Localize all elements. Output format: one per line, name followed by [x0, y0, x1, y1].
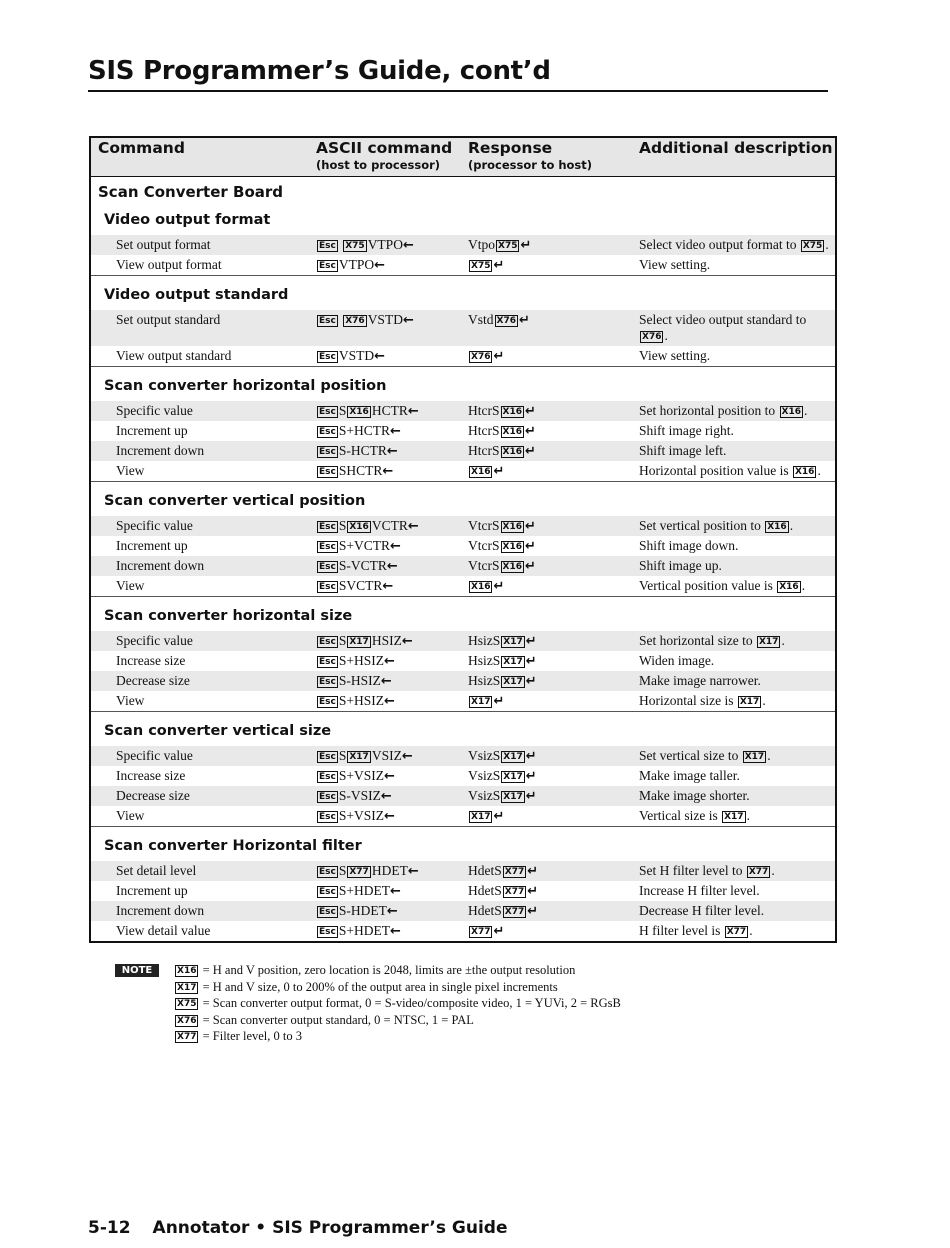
- cell-command: Increment down: [116, 903, 205, 918]
- return-arrow-icon: ↵: [493, 924, 505, 939]
- cell-ascii: Esc VSTD←: [319, 348, 386, 364]
- cell-response: VsizS X17 ↵: [468, 788, 537, 804]
- cell-ascii: Esc S-HSIZ←: [319, 673, 392, 689]
- table-row: [91, 901, 835, 921]
- table-row: [91, 631, 835, 651]
- return-arrow-icon: ↵: [524, 539, 536, 554]
- cell-description: Set vertical position to X16 .: [639, 518, 794, 533]
- esc-token: Esc: [319, 812, 336, 822]
- cell-description: Select video output standard to X76 .: [639, 312, 807, 343]
- header-response-sub: (processor to host): [468, 158, 593, 172]
- title-rule: [88, 90, 828, 92]
- cell-description: Horizontal position value is X16 .: [639, 463, 821, 478]
- section-title: Video output format: [104, 212, 271, 228]
- esc-token: Esc: [319, 241, 336, 251]
- cell-command: View detail value: [116, 923, 211, 938]
- table-row: [91, 461, 835, 481]
- cell-response: HdetS X77 ↵: [468, 863, 539, 879]
- send-arrow-icon: ←: [382, 579, 394, 594]
- page-footer: [88, 1218, 508, 1238]
- table-body: [91, 211, 835, 941]
- x16-token: X16: [349, 522, 369, 532]
- cell-ascii: Esc SVCTR←: [319, 578, 394, 594]
- cell-command: Specific value: [116, 403, 193, 418]
- x17-token: X17: [503, 657, 523, 667]
- cell-command: View: [116, 808, 145, 823]
- x16-token: X16: [502, 407, 522, 417]
- cell-description: Set H filter level to X77 .: [639, 863, 775, 878]
- cell-command: View: [116, 693, 145, 708]
- return-arrow-icon: ↵: [520, 238, 532, 253]
- x16-token: X16: [779, 582, 799, 592]
- cell-command: View output standard: [116, 348, 232, 363]
- cell-command: Decrease size: [116, 788, 190, 803]
- x17-token: X17: [471, 812, 491, 822]
- x17-token: X17: [503, 792, 523, 802]
- page-title: SIS Programmer’s Guide, cont’d: [88, 56, 551, 86]
- table-section: [91, 722, 835, 827]
- return-arrow-icon: ↵: [525, 674, 537, 689]
- return-arrow-icon: ↵: [525, 789, 537, 804]
- cell-ascii: Esc S X17 HSIZ←: [319, 633, 413, 649]
- esc-token: Esc: [319, 261, 336, 271]
- header-response-label: Response: [468, 139, 553, 157]
- header-ascii-label: ASCII command: [316, 139, 453, 157]
- cell-command: Increase size: [116, 653, 186, 668]
- note-line: X17 = H and V size, 0 to 200% of the output area in single pixel increments: [177, 979, 558, 994]
- cell-command: Set output format: [116, 237, 211, 252]
- section-title: Scan converter horizontal size: [104, 608, 353, 624]
- return-arrow-icon: ↵: [493, 694, 505, 709]
- return-arrow-icon: ↵: [527, 904, 539, 919]
- cell-description: Shift image down.: [639, 538, 739, 553]
- x77-token: X77: [349, 867, 369, 877]
- x77-token: X77: [504, 867, 525, 877]
- cell-description: Select video output format to X75 .: [639, 237, 829, 252]
- table-row: [91, 310, 835, 346]
- send-arrow-icon: ←: [383, 654, 395, 669]
- send-arrow-icon: ←: [386, 559, 398, 574]
- cell-description: Make image narrower.: [639, 673, 761, 688]
- x16-token: X16: [177, 966, 197, 976]
- table-row: [91, 235, 835, 255]
- cell-command: Increment up: [116, 883, 188, 898]
- section-title: Scan converter horizontal position: [104, 378, 387, 394]
- cell-response: [468, 808, 504, 825]
- x75-token: X75: [177, 999, 197, 1009]
- table-section: [91, 286, 835, 367]
- table-header: [91, 138, 835, 177]
- note-badge: NOTE: [115, 964, 159, 977]
- x16-token: X16: [781, 407, 801, 417]
- return-arrow-icon: ↵: [524, 444, 536, 459]
- cell-response: [468, 923, 504, 940]
- board-title: Scan Converter Board: [98, 183, 284, 201]
- cell-description: Set horizontal position to X16 .: [639, 403, 808, 418]
- cell-response: VsizS X17 ↵: [468, 768, 537, 784]
- esc-token: Esc: [319, 772, 336, 782]
- header-ascii-sub: (host to processor): [316, 158, 441, 172]
- table-row: [91, 536, 835, 556]
- cell-response: [468, 578, 504, 595]
- send-arrow-icon: ←: [407, 864, 419, 879]
- table-row: [91, 441, 835, 461]
- x17-token: X17: [744, 752, 765, 762]
- cell-description: Vertical position value is X16 .: [639, 578, 806, 593]
- cell-ascii: Esc S+VSIZ←: [319, 808, 395, 824]
- return-arrow-icon: ↵: [518, 313, 530, 328]
- table-row: [91, 861, 835, 881]
- cell-command: Decrease size: [116, 673, 190, 688]
- section-title: Scan converter Horizontal filter: [104, 838, 362, 854]
- cell-response: VtcrS X16 ↵: [468, 558, 536, 574]
- cell-response: VtcrS X16 ↵: [468, 538, 536, 554]
- cell-description: Set horizontal size to X17 .: [639, 633, 785, 648]
- send-arrow-icon: ←: [389, 424, 401, 439]
- send-arrow-icon: ←: [401, 634, 413, 649]
- cell-ascii: Esc S+HDET←: [319, 883, 401, 899]
- x16-token: X16: [502, 542, 522, 552]
- table-section: [91, 492, 835, 597]
- cell-description: View setting.: [639, 257, 711, 272]
- table-row: [91, 881, 835, 901]
- return-arrow-icon: ↵: [524, 404, 536, 419]
- table-row: [91, 921, 835, 941]
- x75-token: X75: [802, 241, 823, 251]
- notes-block: [115, 962, 621, 1045]
- cell-description: Shift image right.: [639, 423, 734, 438]
- section-title: Scan converter vertical position: [104, 493, 366, 509]
- send-arrow-icon: ←: [389, 884, 401, 899]
- send-arrow-icon: ←: [383, 769, 395, 784]
- table-row: [91, 516, 835, 536]
- x16-token: X16: [502, 427, 522, 437]
- cell-response: Vtpo X75 ↵: [468, 237, 532, 253]
- x76-token: X76: [471, 352, 491, 362]
- command-table: [89, 136, 837, 943]
- cell-command: Specific value: [116, 518, 193, 533]
- cell-response: [468, 257, 504, 274]
- cell-command: View: [116, 578, 145, 593]
- x16-token: X16: [794, 467, 815, 477]
- table-row: [91, 806, 835, 826]
- cell-response: HtcrS X16 ↵: [468, 403, 536, 419]
- return-arrow-icon: ↵: [493, 809, 505, 824]
- table-section: [91, 211, 835, 276]
- note-line: X75 = Scan converter output format, 0 = S-video/composite video, 1 = YUVi, 2 = RGsB: [177, 996, 621, 1010]
- cell-description: Horizontal size is X17 .: [639, 693, 766, 708]
- cell-ascii: Esc S X16 HCTR←: [319, 403, 419, 419]
- esc-token: Esc: [319, 407, 336, 417]
- x17-token: X17: [471, 697, 491, 707]
- cell-ascii: Esc S X77 HDET←: [319, 863, 419, 879]
- cell-response: [468, 693, 504, 710]
- esc-token: Esc: [319, 637, 336, 647]
- return-arrow-icon: ↵: [525, 634, 537, 649]
- cell-ascii: Esc S-VSIZ←: [319, 788, 392, 804]
- cell-ascii: Esc SHCTR←: [319, 463, 394, 479]
- header-command: Command: [98, 139, 185, 157]
- x16-token: X16: [502, 522, 522, 532]
- esc-token: Esc: [319, 352, 336, 362]
- cell-description: Make image shorter.: [639, 788, 750, 803]
- x77-token: X77: [504, 907, 525, 917]
- x75-token: X75: [345, 241, 365, 251]
- send-arrow-icon: ←: [402, 313, 414, 328]
- return-arrow-icon: ↵: [524, 519, 536, 534]
- x16-token: X16: [471, 467, 491, 477]
- x17-token: X17: [739, 697, 760, 707]
- cell-command: Increase size: [116, 768, 186, 783]
- cell-description: Widen image.: [639, 653, 715, 668]
- cell-command: Increment down: [116, 558, 205, 573]
- x17-token: X17: [503, 772, 523, 782]
- return-arrow-icon: ↵: [525, 749, 537, 764]
- send-arrow-icon: ←: [407, 404, 419, 419]
- table-row: [91, 671, 835, 691]
- return-arrow-icon: ↵: [493, 464, 505, 479]
- footer-title: Annotator • SIS Programmer’s Guide: [152, 1218, 508, 1238]
- x77-token: X77: [748, 867, 769, 877]
- send-arrow-icon: ←: [382, 464, 394, 479]
- cell-response: Vstd X76 ↵: [468, 312, 530, 328]
- return-arrow-icon: ↵: [527, 864, 539, 879]
- table-row: [91, 346, 835, 366]
- x17-token: X17: [758, 637, 779, 647]
- cell-description: Decrease H filter level.: [639, 903, 765, 918]
- table-row: [91, 421, 835, 441]
- cell-ascii: Esc S+HCTR←: [319, 423, 401, 439]
- footer-page-number: 5-12: [88, 1218, 131, 1238]
- cell-response: VsizS X17 ↵: [468, 748, 537, 764]
- cell-command: Set detail level: [116, 863, 197, 878]
- x17-token: X17: [177, 982, 197, 993]
- cell-description: Make image taller.: [639, 768, 740, 783]
- cell-command: Specific value: [116, 633, 193, 648]
- x17-token: X17: [349, 637, 369, 647]
- table-section: [91, 607, 835, 712]
- x77-token: X77: [471, 927, 491, 937]
- cell-ascii: Esc VTPO←: [319, 257, 386, 273]
- esc-token: Esc: [319, 467, 336, 477]
- send-arrow-icon: ←: [401, 749, 413, 764]
- esc-token: Esc: [319, 907, 336, 917]
- cell-response: HsizS X17 ↵: [468, 673, 537, 689]
- table-section: [91, 377, 835, 482]
- cell-description: Shift image up.: [639, 558, 722, 573]
- cell-response: [468, 348, 504, 365]
- cell-ascii: Esc S+HSIZ←: [319, 653, 395, 669]
- cell-response: HdetS X77 ↵: [468, 903, 539, 919]
- esc-token: Esc: [319, 316, 336, 326]
- send-arrow-icon: ←: [407, 519, 419, 534]
- cell-description: Set vertical size to X17 .: [639, 748, 771, 763]
- note-lines: [115, 962, 621, 1045]
- x76-token: X76: [496, 316, 516, 326]
- table-row: [91, 691, 835, 711]
- esc-token: Esc: [319, 867, 336, 877]
- cell-response: HsizS X17 ↵: [468, 653, 537, 669]
- x77-token: X77: [726, 927, 747, 937]
- cell-ascii: Esc S+HSIZ←: [319, 693, 395, 709]
- send-arrow-icon: ←: [386, 444, 398, 459]
- note-line: X16 = H and V position, zero location is 2048, limits are ±the output resolution: [177, 963, 576, 977]
- send-arrow-icon: ←: [380, 789, 392, 804]
- table-row: [91, 786, 835, 806]
- note-line: X76 = Scan converter output standard, 0 = NTSC, 1 = PAL: [177, 1012, 474, 1027]
- table-section: [91, 837, 835, 941]
- x16-token: X16: [502, 562, 522, 572]
- cell-response: HdetS X77 ↵: [468, 883, 539, 899]
- cell-command: Increment up: [116, 423, 188, 438]
- cell-response: VtcrS X16 ↵: [468, 518, 536, 534]
- cell-ascii: Esc S+HDET←: [319, 923, 401, 939]
- cell-description: H filter level is X77 .: [639, 923, 753, 938]
- table-row: [91, 746, 835, 766]
- send-arrow-icon: ←: [383, 809, 395, 824]
- esc-token: Esc: [319, 427, 336, 437]
- esc-token: Esc: [319, 657, 336, 667]
- table-row: [91, 255, 835, 275]
- note-line: X77 = Filter level, 0 to 3: [177, 1029, 302, 1043]
- x76-token: X76: [642, 332, 662, 342]
- cell-response: HtcrS X16 ↵: [468, 423, 536, 439]
- esc-token: Esc: [319, 447, 336, 457]
- x77-token: X77: [504, 887, 525, 897]
- x76-token: X76: [177, 1015, 197, 1026]
- cell-ascii: Esc S+VCTR←: [319, 538, 401, 554]
- esc-token: Esc: [319, 887, 336, 897]
- x16-token: X16: [349, 407, 369, 417]
- x17-token: X17: [503, 752, 523, 762]
- header-response: [468, 138, 592, 172]
- x17-token: X17: [503, 677, 523, 687]
- cell-description: Shift image left.: [639, 443, 727, 458]
- x17-token: X17: [724, 812, 744, 822]
- x75-token: X75: [471, 261, 491, 271]
- return-arrow-icon: ↵: [527, 884, 539, 899]
- x77-token: X77: [177, 1032, 197, 1042]
- return-arrow-icon: ↵: [493, 349, 505, 364]
- table-row: [91, 401, 835, 421]
- section-title: Video output standard: [104, 287, 289, 303]
- cell-command: Increment up: [116, 538, 188, 553]
- cell-ascii: Esc S+VSIZ←: [319, 768, 395, 784]
- esc-token: Esc: [319, 677, 336, 687]
- send-arrow-icon: ←: [374, 258, 386, 273]
- x17-token: X17: [503, 637, 523, 647]
- return-arrow-icon: ↵: [524, 559, 536, 574]
- x16-token: X16: [767, 522, 787, 532]
- cell-ascii: Esc S-VCTR←: [319, 558, 398, 574]
- esc-token: Esc: [319, 927, 336, 937]
- send-arrow-icon: ←: [374, 349, 386, 364]
- cell-ascii: Esc S X16 VCTR←: [319, 518, 419, 534]
- cell-ascii: Esc X75 VTPO←: [319, 237, 414, 253]
- send-arrow-icon: ←: [402, 238, 414, 253]
- cell-ascii: Esc X76 VSTD←: [319, 312, 414, 328]
- header-ascii: [316, 138, 452, 172]
- x16-token: X16: [471, 582, 491, 592]
- return-arrow-icon: ↵: [525, 654, 537, 669]
- cell-command: View: [116, 463, 145, 478]
- cell-command: Specific value: [116, 748, 193, 763]
- table-row: [91, 766, 835, 786]
- send-arrow-icon: ←: [380, 674, 392, 689]
- cell-description: Vertical size is X17 .: [639, 808, 750, 823]
- cell-command: View output format: [116, 257, 222, 272]
- x17-token: X17: [349, 752, 369, 762]
- esc-token: Esc: [319, 522, 336, 532]
- cell-ascii: Esc S-HDET←: [319, 903, 398, 919]
- cell-response: [468, 463, 504, 480]
- x75-token: X75: [498, 241, 518, 251]
- cell-description: Increase H filter level.: [639, 883, 760, 898]
- x76-token: X76: [345, 316, 365, 326]
- cell-command: Increment down: [116, 443, 205, 458]
- send-arrow-icon: ←: [383, 694, 395, 709]
- send-arrow-icon: ←: [389, 539, 401, 554]
- send-arrow-icon: ←: [386, 904, 398, 919]
- return-arrow-icon: ↵: [524, 424, 536, 439]
- esc-token: Esc: [319, 562, 336, 572]
- table-row: [91, 576, 835, 596]
- section-title: Scan converter vertical size: [104, 723, 332, 739]
- esc-token: Esc: [319, 582, 336, 592]
- cell-command: Set output standard: [116, 312, 221, 327]
- x16-token: X16: [502, 447, 522, 457]
- table-row: [91, 556, 835, 576]
- cell-response: HtcrS X16 ↵: [468, 443, 536, 459]
- cell-ascii: Esc S X17 VSIZ←: [319, 748, 413, 764]
- cell-description: View setting.: [639, 348, 711, 363]
- esc-token: Esc: [319, 542, 336, 552]
- esc-token: Esc: [319, 697, 336, 707]
- return-arrow-icon: ↵: [493, 579, 505, 594]
- esc-token: Esc: [319, 752, 336, 762]
- return-arrow-icon: ↵: [525, 769, 537, 784]
- esc-token: Esc: [319, 792, 336, 802]
- cell-response: HsizS X17 ↵: [468, 633, 537, 649]
- send-arrow-icon: ←: [389, 924, 401, 939]
- table-row: [91, 651, 835, 671]
- header-description: Additional description: [639, 139, 833, 157]
- cell-ascii: Esc S-HCTR←: [319, 443, 398, 459]
- return-arrow-icon: ↵: [493, 258, 505, 273]
